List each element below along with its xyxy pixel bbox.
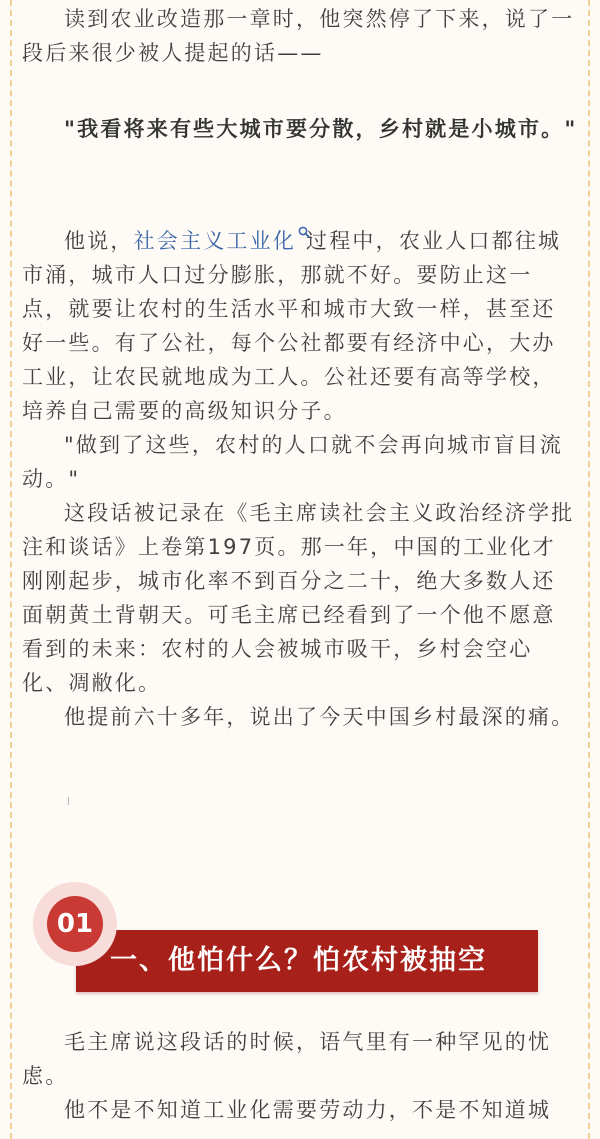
paragraph-industrialization-rest: 过程中，农业人口都往城市涌，城市人口过分膨胀，那就不好。要防止这一点，就要让农村的生活水平和城市大致一样，甚至还好一些。有了公社，每个公社都要有经济中心，大办工业，让农民就地成为工人。公社还要有高等学校，培养自己需要的高级知识分子。 bbox=[22, 229, 562, 423]
cursor-mark bbox=[68, 797, 69, 805]
paragraph-labor: 他不是不知道工业化需要劳动力，不是不知道城 bbox=[64, 1098, 552, 1122]
article-body-top bbox=[22, 2, 578, 70]
paragraph-industrialization bbox=[22, 224, 578, 428]
paragraph-industrialization-lead: 他说， bbox=[64, 229, 134, 253]
article-quote-block bbox=[22, 112, 578, 146]
paragraph-worry: 毛主席说这段话的时候，语气里有一种罕见的忧虑。 bbox=[22, 1030, 552, 1088]
article-body-main bbox=[22, 224, 578, 734]
right-dashed-border bbox=[588, 0, 590, 1139]
paragraph-record: 这段话被记录在《毛主席读社会主义政治经济学批注和谈话》上卷第197页。那一年，中国的工业化才刚刚起步，城市化率不到百分之二十，绝大多数人还面朝黄土背朝天。可毛主席已经看到了一个他不愿意看到的未来：农村的人会被城市吸干，乡村会空心化、凋敝化。 bbox=[22, 501, 575, 695]
paragraph-quote: "我看将来有些大城市要分散，乡村就是小城市。" bbox=[64, 117, 578, 141]
section-body bbox=[22, 1025, 578, 1127]
paragraph-conclusion: 他提前六十多年，说出了今天中国乡村最深的痛。 bbox=[64, 705, 575, 729]
section-number-badge: 01 bbox=[47, 896, 103, 952]
paragraph-intro: 读到农业改造那一章时，他突然停了下来，说了一段后来很少被人提起的话—— bbox=[22, 7, 575, 65]
left-dashed-border bbox=[10, 0, 12, 1139]
section-heading-title: 一、他怕什么？怕农村被抽空 bbox=[110, 945, 487, 976]
industrialization-link[interactable]: 社会主义工业化 bbox=[133, 229, 297, 253]
paragraph-quote-two: "做到了这些，农村的人口就不会再向城市盲目流动。" bbox=[22, 433, 564, 491]
